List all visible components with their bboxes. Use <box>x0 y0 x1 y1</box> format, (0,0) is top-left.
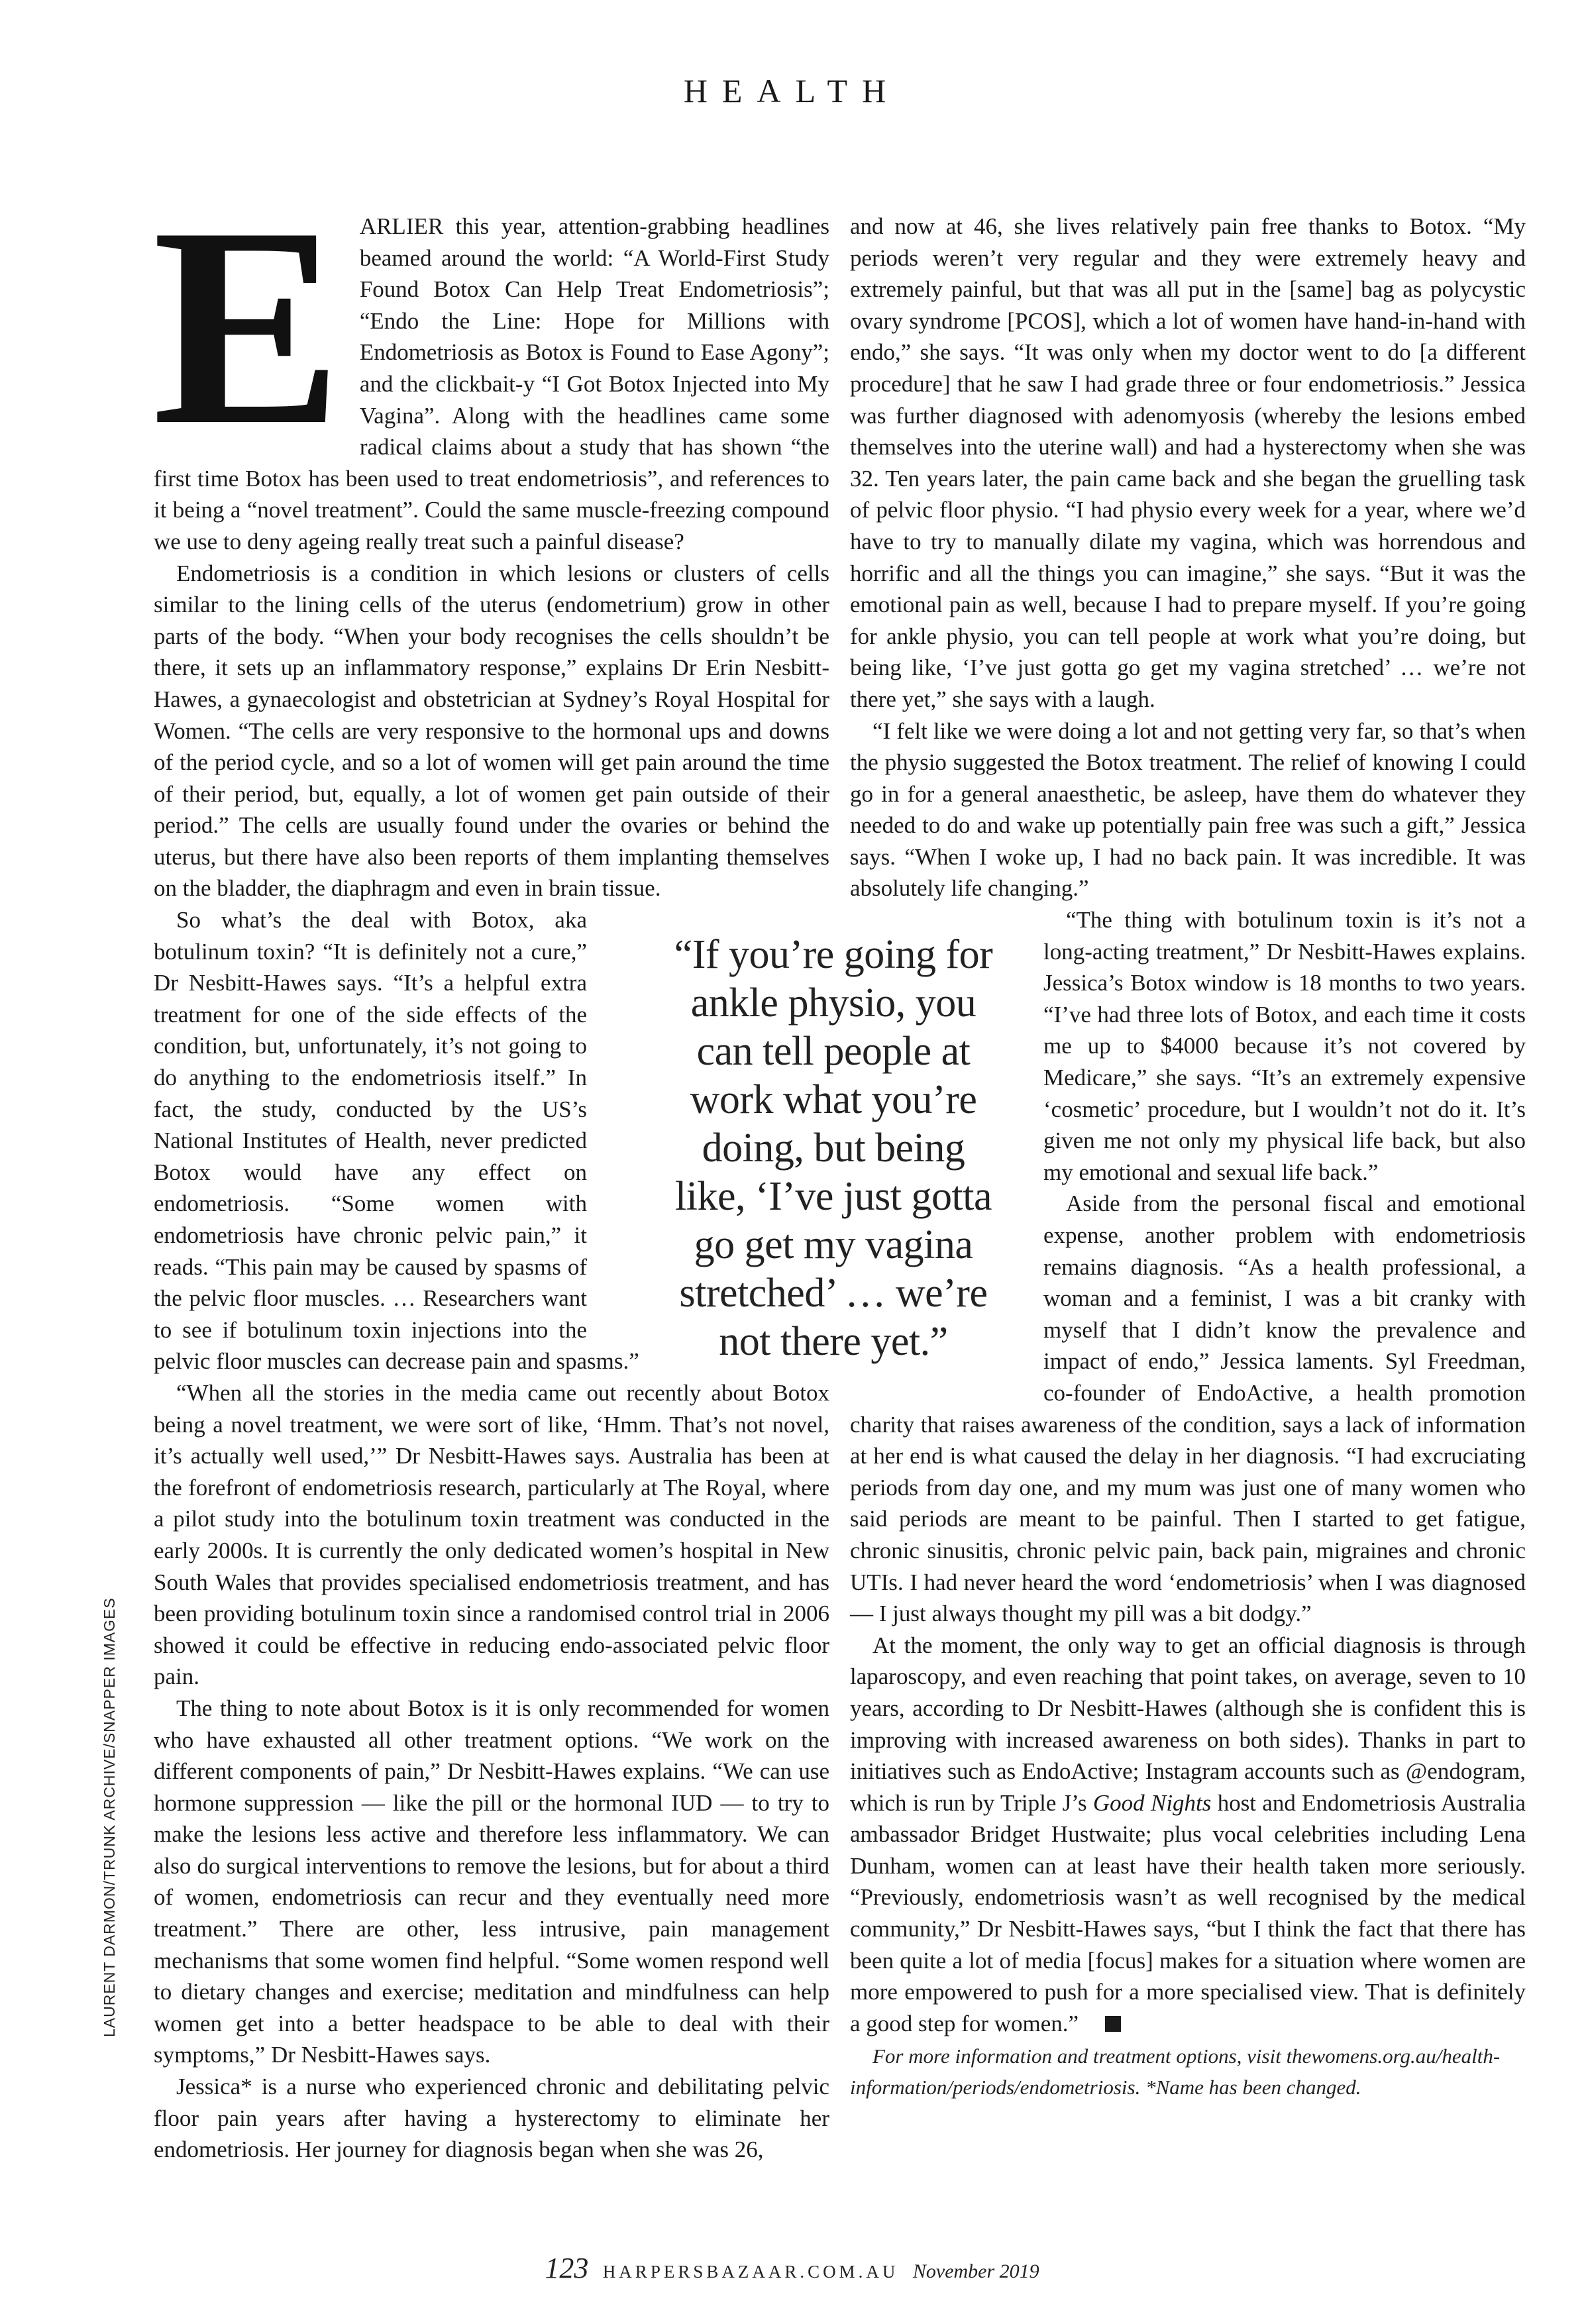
paragraph-text: At the moment, the only way to get an official diagnosis is through laparoscopy, and even reaching that point takes, on average, seven to 10 years, according to Dr Nesbitt-Hawes (although she is confident this is improving with increased awareness on both sides). Thanks in part to initiatives such as EndoActive; Instagram accounts such as @endogram, which is run by Triple J’s <box>850 1632 1526 1816</box>
article-paragraph: Aside from the personal fiscal and emotional expense, another problem with endometriosis remains diagnosis. “As a health professional, a woman and a feminist, I was a bit cranky with myself that I didn’t know the prevalence and impact of endo,” Jessica laments. Syl Freedman, co-founder of EndoActive, a health promotion charity that raises awareness of the condition, says a lack of information at her end is what caused the delay in her diagnosis. “I had excruciating periods from day one, and my mum was just one of many women who said periods are meant to be painful. Then I started to get fatigue, chronic sinusitis, chronic pelvic pain, back pain, migraines and chronic UTIs. I had never heard the word ‘endometriosis’ when I was diagnosed — I just always thought my pill was a bit dodgy.” <box>850 1190 1526 1627</box>
article-paragraph: The thing to note about Botox is it is only recommended for women who have exhausted all other treatment options. “We work on the different components of pain,” Dr Nesbitt-Hawes explains. “We can use hormone suppression — like the pill or the hormonal IUD — to try to make the lesions less active and therefore less inflammatory. We can also do surgical interventions to remove the lesions, but for about a third of women, endometriosis can recur and they eventually need more treatment.” There are other, less intrusive, pain management mechanisms that some women find helpful. “Some women respond well to dietary changes and exercise; meditation and mindfulness can help women get into a better headspace to be able to deal with their symptoms,” Dr Nesbitt-Hawes says. <box>154 1695 829 2068</box>
end-mark-icon <box>1105 2016 1121 2032</box>
drop-cap: E <box>152 169 343 484</box>
article-paragraph: Jessica* is a nurse who experienced chronic and debilitating pelvic floor pain years after having a hysterectomy to eliminate her endometriosis. Her journey for diagnosis began when she was 26, <box>154 2074 829 2163</box>
paragraph-text: host and Endometriosis Australia ambassador Bridget Hustwaite; plus vocal celebrities including Lena Dunham, women can at least have their health taken more seriously. “Previously, endometriosis wasn’t as well recognised by the medical community,” Dr Nesbitt-Hawes says, “but I think the fact that there has been quite a lot of media [focus] makes for a situation where women are more empowered to push for a more specialised view. That is definitely a good step for women.” <box>850 1789 1526 2036</box>
article-paragraph: “I felt like we were doing a lot and not getting very far, so that’s when the physio suggested the Botox treatment. The relief of knowing I could go in for a general anaesthetic, be asleep, have them do whatever they needed to do and wake up potentially pain free was such a gift,” Jessica says. “When I woke up, I had no back pain. It was incredible. It was absolutely life changing.” <box>850 717 1526 902</box>
pull-quote: “If you’re going for ankle physio, you can tell people at work what you’re doing, but being like, ‘I’ve just gotta go get my vagina stretched’ … we’re not there yet.” <box>674 932 993 1364</box>
photo-credit: LAURENT DARMON/TRUNK ARCHIVE/SNAPPER IMAGES <box>101 1597 118 2037</box>
article-paragraph: “When all the stories in the media came out recently about Botox being a novel treatment, we were sort of like, ‘Hmm. That’s not novel, it’s actually well used,’” Dr Nesbitt-Hawes says. Australia has been at the forefront of endometriosis research, particularly at The Royal, where a pilot study into the botulinum toxin treatment was conducted in the early 2000s. It is currently the only dedicated women’s hospital in New South Wales that provides specialised endometriosis treatment, and has been providing botulinum toxin since a randomised control trial in 2006 showed it could be effective in reducing endo-associated pelvic floor pain. <box>154 1379 829 1690</box>
page-number: 123 <box>545 2252 589 2284</box>
issue-date: November 2019 <box>912 2260 1039 2282</box>
section-title: HEALTH <box>683 72 901 109</box>
show-title: Good Nights <box>1092 1789 1212 1816</box>
article-paragraph: Endometriosis is a condition in which lesions or clusters of cells similar to the lining cells of the uterus (endometrium) grow in other parts of the body. “When your body recognises the cells shouldn’t be there, it sets up an inflammatory response,” explains Dr Erin Nesbitt-Hawes, a gynaecologist and obstetrician at Sydney’s Royal Hospital for Women. “The cells are very responsive to the hormonal ups and downs of the period cycle, and so a lot of women will get pain around the time of their period, but, equally, a lot of women get pain outside of their period.” The cells are usually found under the ovaries or behind the uterus, but there have also been reports of them implanting themselves on the bladder, the diaphragm and even in brain tissue. <box>154 560 829 902</box>
article-paragraph <box>850 1630 1526 2040</box>
article-paragraph: “The thing with botulinum toxin is it’s not a long-acting treatment,” Dr Nesbitt-Hawes explains. Jessica’s Botox window is 18 months to two years. “I’ve had three lots of Botox, and each time it costs me up to $4000 because it’s not covered by Medicare,” she says. “It’s an extremely expensive ‘cosmetic’ procedure, but I wouldn’t not do it. It’s given me not only my physical life back, but also my emotional and sexual life back.” <box>1043 907 1526 1185</box>
article-paragraph: So what’s the deal with Botox, aka botulinum toxin? “It is definitely not a cure,” Dr Nesbitt-Hawes says. “It’s a helpful extra treatment for one of the side effects of the condition, but, unfortunately, it’s not going to do anything to the endometriosis itself.” In fact, the study, conducted by the US’s National Institutes of Health, never predicted Botox would have any effect on endometriosis. “Some women with endometriosis have chronic pelvic pain,” it reads. “This pain may be caused by spasms of the pelvic floor muscles. … Researchers want to see if botulinum toxin injections into the pelvic floor muscles can decrease pain and spasms.” <box>154 907 639 1375</box>
article-paragraph: and now at 46, she lives relatively pain free thanks to Botox. “My periods weren’t very regular and they were extremely heavy and extremely painful, but that was all put in the [same] bag as polycystic ovary syndrome [PCOS], which a lot of women have hand-in-hand with endo,” she says. “It was only when my doctor went to do [a different procedure] that he saw I had grade three or four endometriosis.” Jessica was further diagnosed with adenomyosis (whereby the lesions embed themselves into the uterine wall) and had a hysterectomy when she was 32. Ten years later, the pain came back and she began the gruelling task of pelvic floor physio. “I had physio every week for a year, where we’d have to try to manually dilate my vagina, which was horrendous and horrific and all the things you can imagine,” she says. “But it was the emotional pain as well, because I had to prepare myself. If you’re going for ankle physio, you can tell people at work what you’re doing, but being like, ‘I’ve just gotta go get my vagina stretched’ … we’re not there yet,” she says with a laugh. <box>850 213 1526 712</box>
page-footer <box>0 2251 1584 2285</box>
article-paragraph: ARLIER this year, attention-grabbing headlines beamed around the world: “A World-First Study Found Botox Can Help Treat Endometriosis”; “Endo the Line: Hope for Millions with Endometriosis as Botox is Found to Ease Agony”; and the clickbait-y “I Got Botox Injected into My Vagina”. Along with the headlines came some radical claims about a study that has shown “the first time Botox has been used to treat endometriosis”, and references to it being a “novel treatment”. Could the same muscle-freezing compound we use to deny ageing really treat such a painful disease? <box>154 213 829 555</box>
website: HARPERSBAZAAR.COM.AU <box>602 2262 899 2282</box>
further-info-note: For more information and treatment options, visit thewomens.org.au/health-information/periods/endometriosis. *Name has been changed. <box>850 2044 1501 2099</box>
